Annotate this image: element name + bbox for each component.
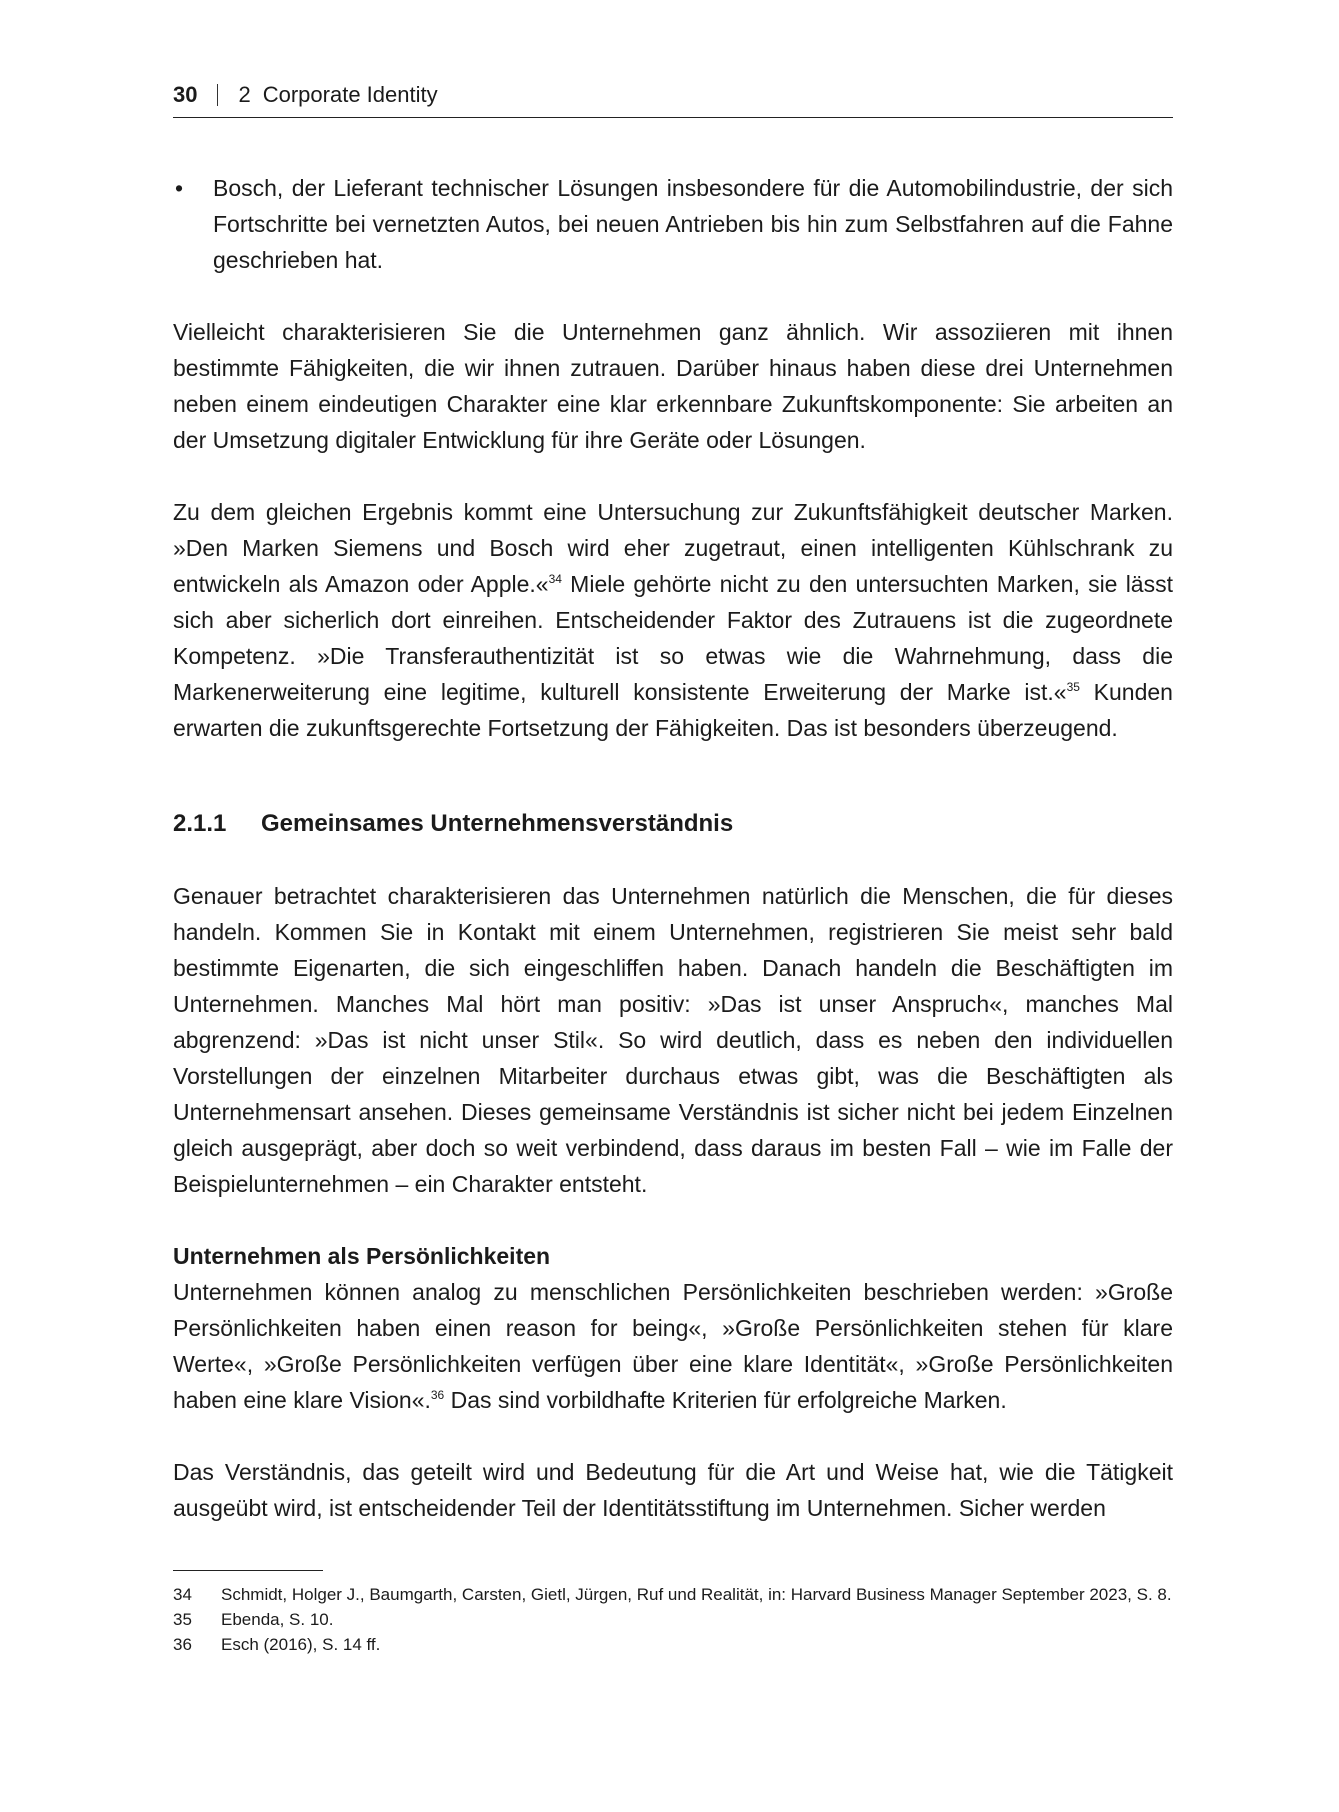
bullet-item — [173, 170, 1173, 278]
running-header — [173, 80, 1173, 110]
footnote-text: Ebenda, S. 10. — [221, 1610, 334, 1629]
footnote-text: Esch (2016), S. 14 ff. — [221, 1635, 381, 1654]
paragraph-4-part-b: Das sind vorbildhafte Kriterien für erfolgreiche Marken. — [444, 1387, 1007, 1413]
section-number: 2.1.1 — [173, 810, 227, 837]
footnote-ref-34[interactable]: 34 — [548, 572, 562, 586]
bullet-dot: • — [175, 175, 184, 201]
footnote — [173, 1632, 1173, 1657]
paragraph-2-part-a: Zu dem gleichen Ergebnis kommt eine Untersuchung zur Zukunftsfähigkeit deutscher Marken. »Den Marken Siemens und Bosch wird eher zugetraut, einen intelligenten Kühlschrank zu entwickeln als Amazon oder Apple.« — [173, 499, 1173, 597]
paragraph-1: Vielleicht charakterisieren Sie die Unternehmen ganz ähnlich. Wir assoziieren mit ihnen bestimmte Fähigkeiten, die wir ihnen zutrauen. Darüber hinaus haben diese drei Unternehmen neben einem eindeutigen Charakter eine klar erkennbare Zukunftskomponente: Sie arbeiten an der Umsetzung digitaler Entwicklung für ihre Geräte oder Lösungen. — [173, 319, 1173, 453]
footnote-number: 36 — [173, 1635, 192, 1654]
header-separator — [217, 84, 218, 106]
footnote-ref-35[interactable]: 35 — [1066, 680, 1080, 694]
paragraph-4 — [173, 1274, 1173, 1418]
footnote-text: Schmidt, Holger J., Baumgarth, Carsten, Gietl, Jürgen, Ruf und Realität, in: Harvard Business Manager September 2023, S. 8. — [221, 1585, 1172, 1604]
paragraph-2-part-c: Kunden erwarten die zukunftsgerechte Fortsetzung der Fähigkeiten. Das ist besonders überzeugend. — [173, 679, 1173, 741]
paragraph-2-part-b: Miele gehörte nicht zu den untersuchten Marken, sie lässt sich aber sicherlich dort einreihen. Entscheidender Faktor des Zutrauens ist die zugeordnete Kompetenz. »Die Transferauthentizität ist so etwas wie die Wahrnehmung, dass die Markenerweiterung eine legitime, kulturell konsistente Erweiterung der Marke ist.« — [173, 571, 1173, 705]
footnote-rule — [173, 1570, 323, 1571]
section-title: Gemeinsames Unternehmensverständnis — [261, 810, 734, 837]
bullet-text: Bosch, der Lieferant technischer Lösungen insbesondere für die Automobilindustrie, der sich Fortschritte bei vernetzten Autos, bei neuen Antrieben bis hin zum Selbstfahren auf die Fahne geschrieben hat. — [213, 175, 1173, 273]
chapter-title: Corporate Identity — [262, 82, 438, 107]
footnote — [173, 1607, 1173, 1632]
body-text — [173, 170, 1173, 1526]
footnote-ref-36[interactable]: 36 — [430, 1388, 445, 1402]
paragraph-3: Genauer betrachtet charakterisieren das Unternehmen natürlich die Menschen, die für dieses handeln. Kommen Sie in Kontakt mit einem Unternehmen, registrieren Sie meist sehr bald bestimmte Eigenarten, die sich eingeschliffen haben. Danach handeln die Beschäftigten im Unternehmen. Manches Mal hört man positiv: »Das ist unser Anspruch«, manches Mal abgrenzend: »Das ist nicht unser Stil«. So wird deutlich, dass es neben den individuellen Vorstellungen der einzelnen Mitarbeiter durchaus etwas gibt, was die Beschäftigten als Unternehmensart ansehen. Dieses gemeinsame Verständnis ist sicher nicht bei jedem Einzelnen gleich ausgeprägt, aber doch so weit verbindend, dass daraus im besten Fall – wie im Falle der Beispielunternehmen – ein Charakter entsteht. — [173, 883, 1173, 1197]
section-heading — [173, 806, 1173, 842]
header-rule — [173, 117, 1173, 118]
paragraph-4-part-a: Unternehmen können analog zu menschlichen Persönlichkeiten beschrieben werden: »Große Persönlichkeiten haben einen reason for being«, »Große Persönlichkeiten stehen für klare Werte«, »Große Persönlichkeiten verfügen über eine klare Identität«, »Große Persönlichkeiten haben eine klare Vision«. — [173, 1279, 1173, 1413]
footnote — [173, 1582, 1173, 1607]
footnote-number: 34 — [173, 1585, 192, 1604]
subheading: Unternehmen als Persönlichkeiten — [173, 1243, 551, 1269]
paragraph-2 — [173, 494, 1173, 746]
footnotes — [173, 1582, 1173, 1657]
chapter-number: 2 — [238, 82, 251, 107]
paragraph-5: Das Verständnis, das geteilt wird und Bedeutung für die Art und Weise hat, wie die Tätigkeit ausgeübt wird, ist entscheidender Teil der Identitätsstiftung im Unternehmen. Sicher werden — [173, 1459, 1173, 1521]
page-number: 30 — [173, 82, 198, 107]
footnote-number: 35 — [173, 1610, 192, 1629]
